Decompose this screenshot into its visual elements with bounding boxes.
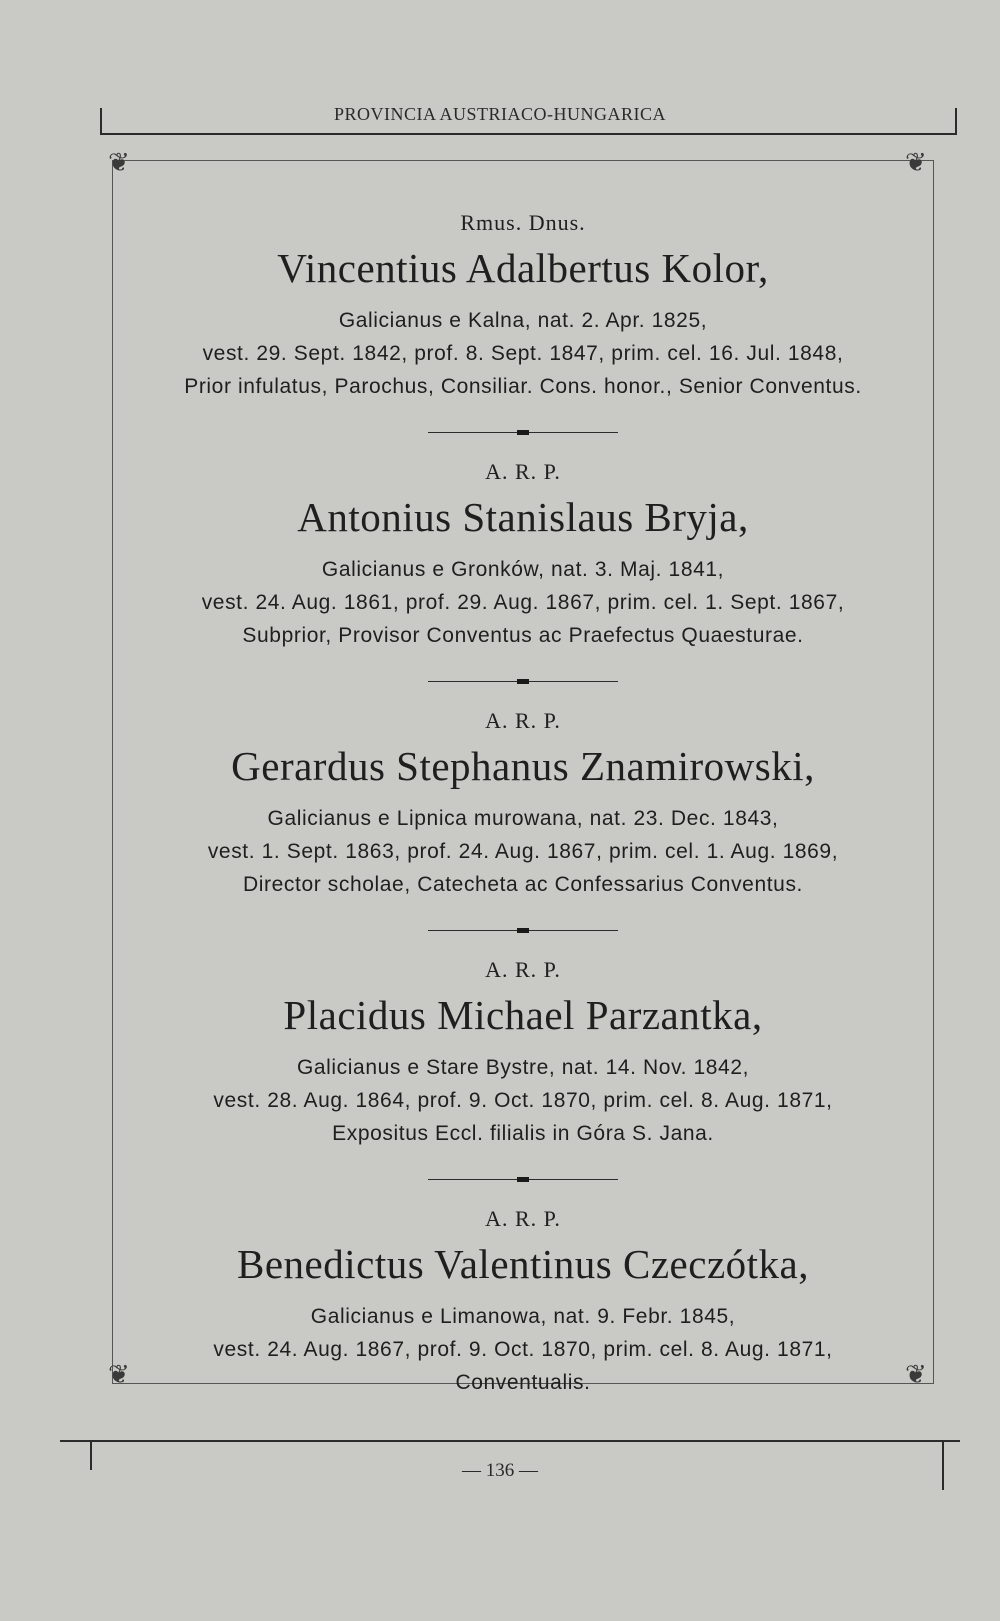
top-rule-left-tick — [100, 108, 102, 135]
entry-line: vest. 1. Sept. 1863, prof. 24. Aug. 1867, prim. cel. 1. Aug. 1869, — [207, 840, 839, 863]
entry-name: Vincentius Adalbertus Kolor, — [277, 245, 769, 291]
separator-rule — [428, 423, 618, 441]
entry-line: vest. 24. Aug. 1861, prof. 29. Aug. 1867, prim. cel. 1. Sept. 1867, — [201, 591, 845, 614]
corner-ornament-icon: ❦ — [108, 148, 130, 177]
entry — [130, 708, 916, 901]
entry-honorific: A. R. P. — [485, 708, 561, 733]
entry-name: Placidus Michael Parzantka, — [283, 992, 763, 1038]
entry-line: Subprior, Provisor Conventus ac Praefectus Quaesturae. — [242, 624, 804, 647]
bottom-rule — [60, 1440, 960, 1442]
entry-line: Galicianus e Kalna, nat. 2. Apr. 1825, — [338, 309, 708, 332]
entry-line: Galicianus e Stare Bystre, nat. 14. Nov. 1842, — [296, 1056, 750, 1079]
entry-honorific: Rmus. Dnus. — [460, 210, 586, 235]
entry-honorific: A. R. P. — [485, 459, 561, 484]
entry-line: vest. 28. Aug. 1864, prof. 9. Oct. 1870, prim. cel. 8. Aug. 1871, — [213, 1089, 833, 1112]
entry-name: Gerardus Stephanus Znamirowski, — [231, 743, 815, 789]
entry-line: Galicianus e Lipnica murowana, nat. 23. Dec. 1843, — [267, 807, 779, 830]
entry-honorific: A. R. P. — [485, 1206, 561, 1231]
corner-ornament-icon: ❦ — [905, 148, 927, 177]
entry-line: Galicianus e Gronków, nat. 3. Maj. 1841, — [321, 558, 725, 581]
entry-name: Antonius Stanislaus Bryja, — [297, 494, 749, 540]
entry — [130, 957, 916, 1150]
entry-line: Prior infulatus, Parochus, Consiliar. Cons. honor., Senior Conventus. — [184, 375, 862, 398]
entry-name: Benedictus Valentinus Czeczótka, — [236, 1241, 809, 1287]
entries-list — [130, 210, 916, 1399]
entry-line: Conventualis. — [455, 1371, 591, 1394]
separator-rule — [428, 1170, 618, 1188]
running-title: PROVINCIA AUSTRIACO-HUNGARICA — [333, 104, 667, 124]
top-rule — [100, 133, 955, 135]
separator-rule — [428, 921, 618, 939]
top-rule-right-tick — [955, 108, 957, 135]
page-number: — 136 — — [462, 1460, 538, 1481]
corner-ornament-icon: ❦ — [108, 1360, 130, 1389]
entry-line: Expositus Eccl. filialis in Góra S. Jana. — [332, 1122, 714, 1145]
corner-ornament-icon: ❦ — [905, 1360, 927, 1389]
entry-honorific: A. R. P. — [485, 957, 561, 982]
entry — [130, 210, 916, 403]
entry-line: Director scholae, Catecheta ac Confessarius Conventus. — [243, 873, 803, 896]
entry — [130, 459, 916, 652]
separator-rule — [428, 672, 618, 690]
entry-line: Galicianus e Limanowa, nat. 9. Febr. 1845, — [310, 1305, 736, 1328]
entry — [130, 1206, 916, 1399]
entry-line: vest. 24. Aug. 1867, prof. 9. Oct. 1870, prim. cel. 8. Aug. 1871, — [213, 1338, 833, 1361]
entry-line: vest. 29. Sept. 1842, prof. 8. Sept. 1847, prim. cel. 16. Jul. 1848, — [202, 342, 844, 365]
